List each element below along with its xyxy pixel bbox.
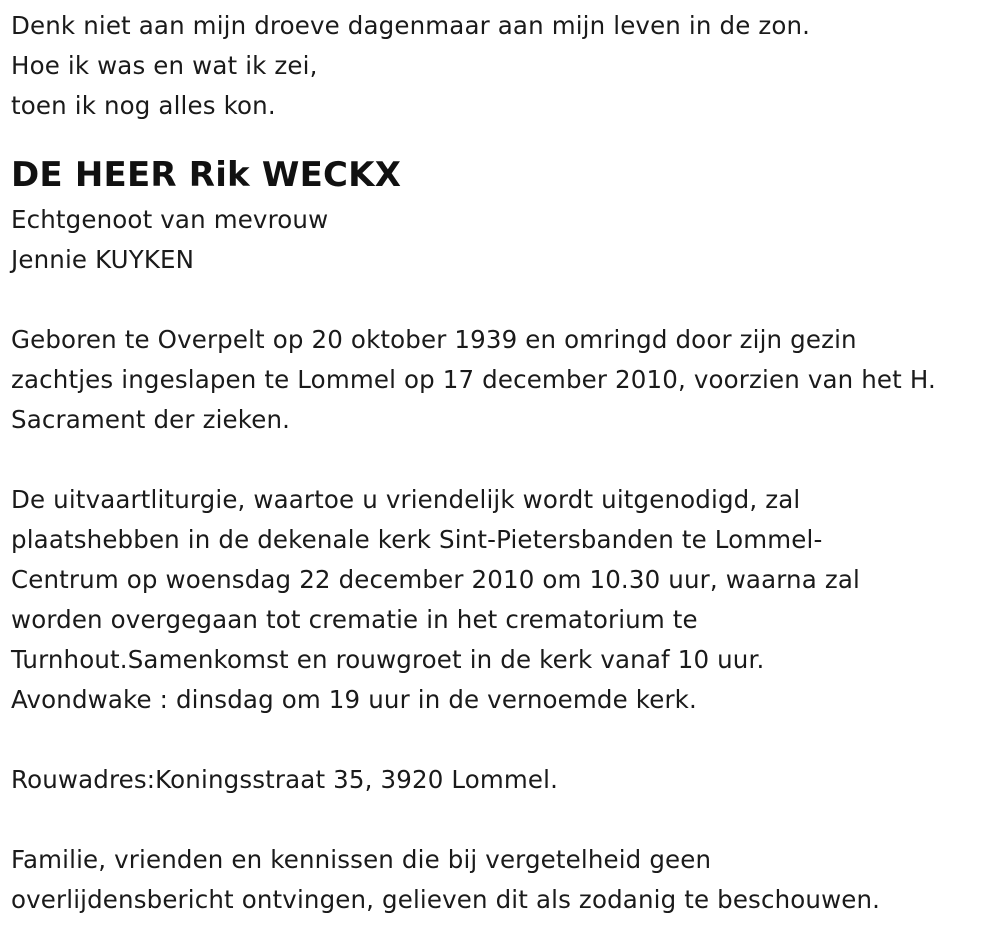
- paragraph-line: Centrum op woensdag 22 december 2010 om 10.30 uur, waarna zal: [11, 565, 860, 594]
- spouse-line: Echtgenoot van mevrouw: [11, 205, 329, 234]
- paragraph-line: overlijdensbericht ontvingen, gelieven dit als zodanig te beschouwen.: [11, 885, 881, 914]
- spacer: [11, 800, 996, 840]
- poem-line: toen ik nog alles kon.: [11, 91, 276, 120]
- spacer: [11, 720, 996, 760]
- spouse-line: Jennie KUYKEN: [11, 245, 195, 274]
- mourning-address: Rouwadres:Koningsstraat 35, 3920 Lommel.: [11, 765, 559, 794]
- paragraph-line: Avondwake : dinsdag om 19 uur in de vernoemde kerk.: [11, 685, 697, 714]
- paragraph-line: worden overgegaan tot crematie in het crematorium te: [11, 605, 698, 634]
- funeral-paragraph: [11, 480, 996, 720]
- death-notice: [11, 6, 996, 920]
- closing-paragraph: [11, 840, 996, 920]
- paragraph-line: Geboren te Overpelt op 20 oktober 1939 en omringd door zijn gezin: [11, 325, 857, 354]
- poem: [11, 6, 996, 126]
- spacer: [11, 280, 996, 320]
- paragraph-line: Turnhout.Samenkomst en rouwgroet in de kerk vanaf 10 uur.: [11, 645, 765, 674]
- spacer: [11, 440, 996, 480]
- birth-death-paragraph: [11, 320, 996, 440]
- paragraph-line: zachtjes ingeslapen te Lommel op 17 december 2010, voorzien van het H.: [11, 365, 936, 394]
- paragraph-line: Familie, vrienden en kennissen die bij vergetelheid geen: [11, 845, 712, 874]
- spacer: [11, 126, 996, 146]
- poem-line: Denk niet aan mijn droeve dagenmaar aan mijn leven in de zon.: [11, 11, 811, 40]
- paragraph-line: De uitvaartliturgie, waartoe u vriendelijk wordt uitgenodigd, zal: [11, 485, 801, 514]
- spouse-block: [11, 200, 996, 280]
- paragraph-line: plaatshebben in de dekenale kerk Sint-Pietersbanden te Lommel-: [11, 525, 823, 554]
- paragraph-line: Sacrament der zieken.: [11, 405, 291, 434]
- poem-line: Hoe ik was en wat ik zei,: [11, 51, 318, 80]
- deceased-name: DE HEER Rik WECKX: [11, 155, 402, 195]
